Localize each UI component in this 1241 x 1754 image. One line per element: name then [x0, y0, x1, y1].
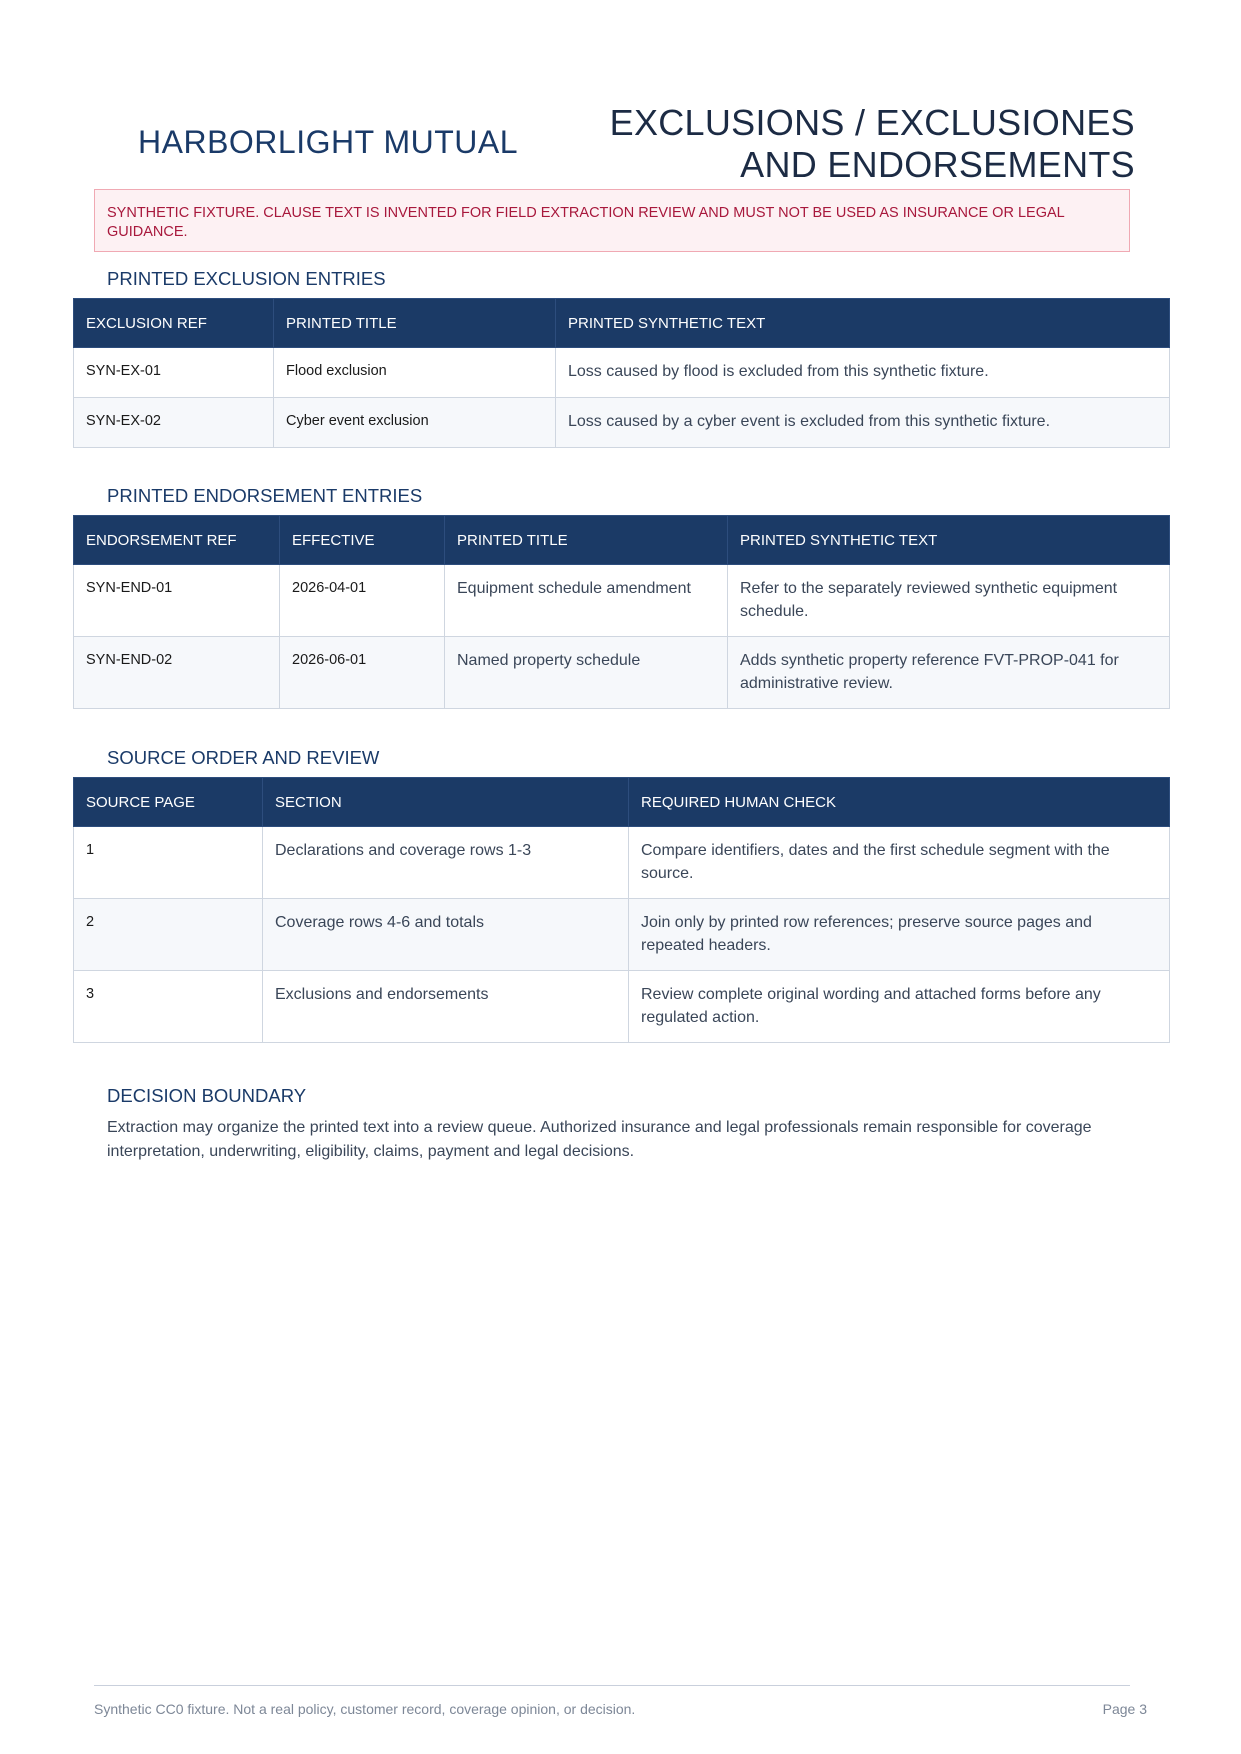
column-header: EXCLUSION REF [74, 299, 274, 348]
footer-divider [94, 1685, 1130, 1686]
exclusions-table [73, 298, 1170, 448]
source-page: 3 [74, 971, 263, 1043]
endorsements-table [73, 515, 1170, 709]
source-order-heading: SOURCE ORDER AND REVIEW [107, 747, 380, 768]
table-row [74, 899, 1170, 971]
decision-boundary-text: Extraction may organize the printed text into a review queue. Authorized insurance and legal professionals remain responsible for coverage interpretation, underwriting, eligibility, claims, payment and legal decisions. [107, 1119, 1092, 1160]
column-header: PRINTED TITLE [274, 299, 556, 348]
source-page: 2 [74, 899, 263, 971]
required-human-check: Review complete original wording and attached forms before any regulated action. [629, 971, 1170, 1043]
source-page: 1 [74, 827, 263, 899]
required-human-check: Compare identifiers, dates and the first schedule segment with the source. [629, 827, 1170, 899]
exclusion-ref: SYN-EX-02 [74, 398, 274, 448]
table-row [74, 827, 1170, 899]
table-row [74, 637, 1170, 709]
endorsement-text: Adds synthetic property reference FVT-PROP-041 for administrative review. [728, 637, 1170, 709]
column-header: PRINTED TITLE [445, 516, 728, 565]
exclusion-title: Cyber event exclusion [274, 398, 556, 448]
source-section: Declarations and coverage rows 1-3 [263, 827, 629, 899]
document-title [610, 102, 1135, 186]
endorsement-ref: SYN-END-01 [74, 565, 280, 637]
table-header-row [74, 778, 1170, 827]
required-human-check: Join only by printed row references; preserve source pages and repeated headers. [629, 899, 1170, 971]
source-order-table [73, 777, 1170, 1043]
footer-disclaimer: Synthetic CC0 fixture. Not a real policy, customer record, coverage opinion, or decision. [94, 1701, 636, 1717]
decision-boundary-heading: DECISION BOUNDARY [107, 1085, 307, 1106]
column-header: SECTION [263, 778, 629, 827]
column-header: REQUIRED HUMAN CHECK [629, 778, 1170, 827]
source-section: Exclusions and endorsements [263, 971, 629, 1043]
document-title-line-1: EXCLUSIONS / EXCLUSIONES [609, 102, 1135, 143]
table-row [74, 971, 1170, 1043]
exclusion-text: Loss caused by flood is excluded from this synthetic fixture. [556, 348, 1170, 398]
table-row [74, 398, 1170, 448]
endorsement-effective-date: 2026-06-01 [280, 637, 445, 709]
column-header: PRINTED SYNTHETIC TEXT [728, 516, 1170, 565]
column-header: ENDORSEMENT REF [74, 516, 280, 565]
endorsement-ref: SYN-END-02 [74, 637, 280, 709]
column-header: EFFECTIVE [280, 516, 445, 565]
column-header: PRINTED SYNTHETIC TEXT [556, 299, 1170, 348]
endorsement-text: Refer to the separately reviewed synthetic equipment schedule. [728, 565, 1170, 637]
source-section: Coverage rows 4-6 and totals [263, 899, 629, 971]
table-row [74, 348, 1170, 398]
endorsement-effective-date: 2026-04-01 [280, 565, 445, 637]
exclusion-text: Loss caused by a cyber event is excluded from this synthetic fixture. [556, 398, 1170, 448]
synthetic-fixture-notice: SYNTHETIC FIXTURE. CLAUSE TEXT IS INVENTED FOR FIELD EXTRACTION REVIEW AND MUST NOT BE USED AS INSURANCE OR LEGAL GUIDANCE. [94, 189, 1130, 252]
exclusions-heading: PRINTED EXCLUSION ENTRIES [107, 268, 386, 289]
table-header-row [74, 299, 1170, 348]
endorsements-heading: PRINTED ENDORSEMENT ENTRIES [107, 485, 423, 506]
page-number: Page 3 [1102, 1701, 1147, 1717]
table-header-row [74, 516, 1170, 565]
document-title-line-2: AND ENDORSEMENTS [740, 144, 1135, 185]
table-row [74, 565, 1170, 637]
endorsement-title: Equipment schedule amendment [445, 565, 728, 637]
exclusion-ref: SYN-EX-01 [74, 348, 274, 398]
endorsement-title: Named property schedule [445, 637, 728, 709]
column-header: SOURCE PAGE [74, 778, 263, 827]
company-name: HARBORLIGHT MUTUAL [138, 124, 519, 160]
exclusion-title: Flood exclusion [274, 348, 556, 398]
